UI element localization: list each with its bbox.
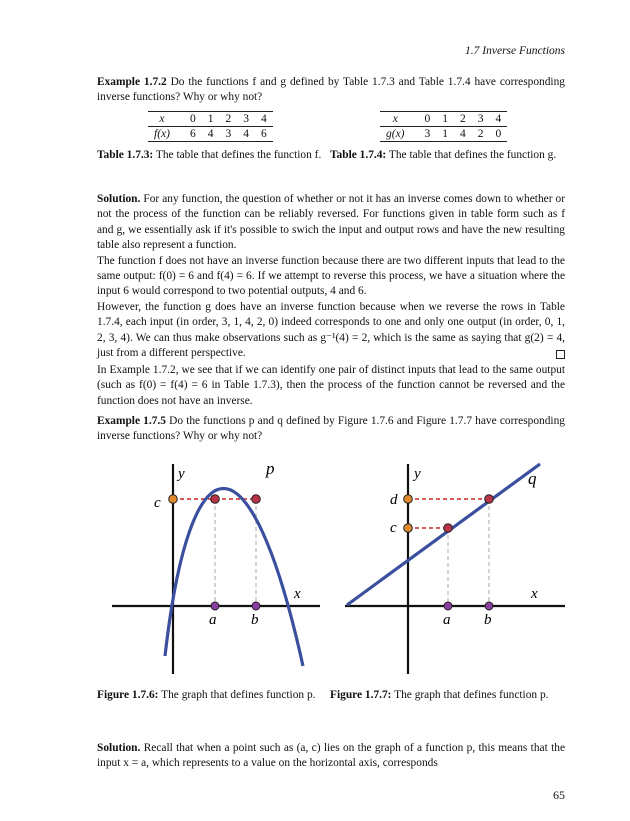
solution-1 [97, 192, 565, 361]
table-f-cell: 2 [219, 112, 237, 127]
caption-text: The graph that defines function p. [394, 689, 549, 701]
example-label: Example 1.7.2 [97, 76, 167, 88]
table-1-7-3-caption [97, 148, 325, 163]
x-axis-label: x [294, 586, 301, 602]
example-1-7-2 [97, 75, 565, 106]
table-g-cell: 4 [454, 127, 472, 142]
figure-p-graph [90, 456, 330, 676]
table-f-cell: 0 [184, 112, 202, 127]
example-question: Do the functions p and q defined by Figure 1.7.6 and Figure 1.7.7 have corresponding inverse functions? Why or why not? [97, 415, 565, 443]
caption-label: Figure 1.7.6: [97, 689, 159, 701]
table-g-cell: 1 [436, 112, 454, 127]
table-g-cell: 2 [472, 127, 490, 142]
curve-q-label: q [528, 469, 537, 488]
solution-paragraph: The function f does not have an inverse function because there are two different inputs that lead to the same output: f(0) = 6 and f(4) = 6. If we attempt to reverse this process, we have a situation where the input 6 would correspond to two potential outputs, 4 and 6. [97, 254, 565, 298]
example-question: Do the functions f and g defined by Table 1.7.3 and Table 1.7.4 have corresponding inverse functions? Why or why not? [97, 76, 565, 104]
caption-text: The table that defines the function f. [155, 149, 322, 161]
point-a-on-x-axis [444, 602, 452, 610]
table-g-cell: 3 [472, 112, 490, 127]
solution-text: However, the function g does have an inverse function because when we reverse the rows in Table 1.7.4, each input (in order, 3, 1, 4, 2, 0) indeed corresponds to one and only one output (in order, 0, 1, 2, 3, 4). We can thus make observations such as g⁻¹(4) = 2, which is the same as saying that g(2) = 4, just from a different perspective. [97, 300, 565, 360]
table-f [148, 111, 273, 142]
caption-label: Figure 1.7.7: [330, 689, 392, 701]
y-axis-label: y [414, 466, 421, 482]
solution-paragraph [97, 300, 565, 362]
point-a-c [444, 524, 453, 533]
table-f-cell: 6 [184, 127, 202, 142]
table-g-cell: 4 [490, 112, 508, 127]
table-f-cell: 1 [202, 112, 220, 127]
caption-text: The graph that defines function p. [161, 689, 316, 701]
running-header: 1.7 Inverse Functions [465, 45, 565, 57]
table-g [380, 111, 507, 142]
solution-paragraph [97, 192, 565, 254]
table-f-cell: 4 [202, 127, 220, 142]
table-g-header-gx: g(x) [380, 127, 419, 142]
solution-label: Solution. [97, 742, 141, 754]
table-g-cell: 3 [419, 127, 437, 142]
example-1-7-5 [97, 414, 565, 445]
curve-p-label: p [266, 459, 275, 478]
table-g-cell: 1 [436, 127, 454, 142]
a-label: a [209, 612, 217, 628]
table-g-cell: 2 [454, 112, 472, 127]
b-label: b [484, 612, 492, 628]
point-d-on-y-axis [404, 495, 413, 504]
solution-text: Recall that when a point such as (a, c) lies on the graph of a function p, this means that the input x = a, which represents to a value on the horizontal axis, corresponds [97, 742, 565, 770]
table-f-header-fx: f(x) [148, 127, 184, 142]
figure-q-graph [340, 456, 570, 676]
table-f-cell: 4 [237, 127, 255, 142]
example-label: Example 1.7.5 [97, 415, 166, 427]
remark-paragraph: In Example 1.7.2, we see that if we can identify one pair of distinct inputs that lead to the same output (such as f(0) = f(4) = 6 in Table 1.7.3), then the process of the function cannot be reversed and the function does not have an inverse. [97, 364, 565, 407]
end-of-proof-icon [556, 350, 565, 359]
table-f-cell: 4 [255, 112, 273, 127]
x-axis-label: x [531, 586, 538, 602]
point-c-on-y-axis [404, 524, 413, 533]
solution-label: Solution. [97, 193, 141, 205]
table-g-cell: 0 [490, 127, 508, 142]
solution-text: For any function, the question of whether or not it has an inverse comes down to whether or not the process of the function can be reliably reversed. For functions given in table form such as f and g, we essentially ask if it's possible to swich the input and output rows and have the new resulting table also represent a function. [97, 193, 565, 252]
point-b-on-x-axis [485, 602, 493, 610]
table-f-header-x: x [148, 112, 184, 127]
point-a-c [211, 495, 220, 504]
d-label: d [390, 492, 398, 508]
table-f-cell: 3 [219, 127, 237, 142]
point-b-on-x-axis [252, 602, 260, 610]
a-label: a [443, 612, 451, 628]
caption-label: Table 1.7.3: [97, 149, 154, 161]
table-f-cell: 3 [237, 112, 255, 127]
b-label: b [251, 612, 259, 628]
solution-2 [97, 741, 565, 772]
table-f-cell: 6 [255, 127, 273, 142]
curve-p [165, 489, 303, 667]
c-label: c [390, 520, 397, 536]
table-1-7-4-caption [330, 148, 565, 163]
c-label: c [154, 495, 161, 511]
table-g-header-x: x [380, 112, 419, 127]
figure-1-7-6-caption [97, 688, 325, 703]
caption-text: The table that defines the function g. [388, 149, 557, 161]
point-c-on-y-axis [169, 495, 178, 504]
table-g-cell: 0 [419, 112, 437, 127]
y-axis-label: y [178, 466, 185, 482]
line-q [347, 464, 540, 605]
caption-label: Table 1.7.4: [330, 149, 387, 161]
page-number: 65 [553, 788, 565, 802]
point-b-c [252, 495, 261, 504]
point-b-d [485, 495, 494, 504]
figure-1-7-7-caption [330, 688, 565, 703]
point-a-on-x-axis [211, 602, 219, 610]
